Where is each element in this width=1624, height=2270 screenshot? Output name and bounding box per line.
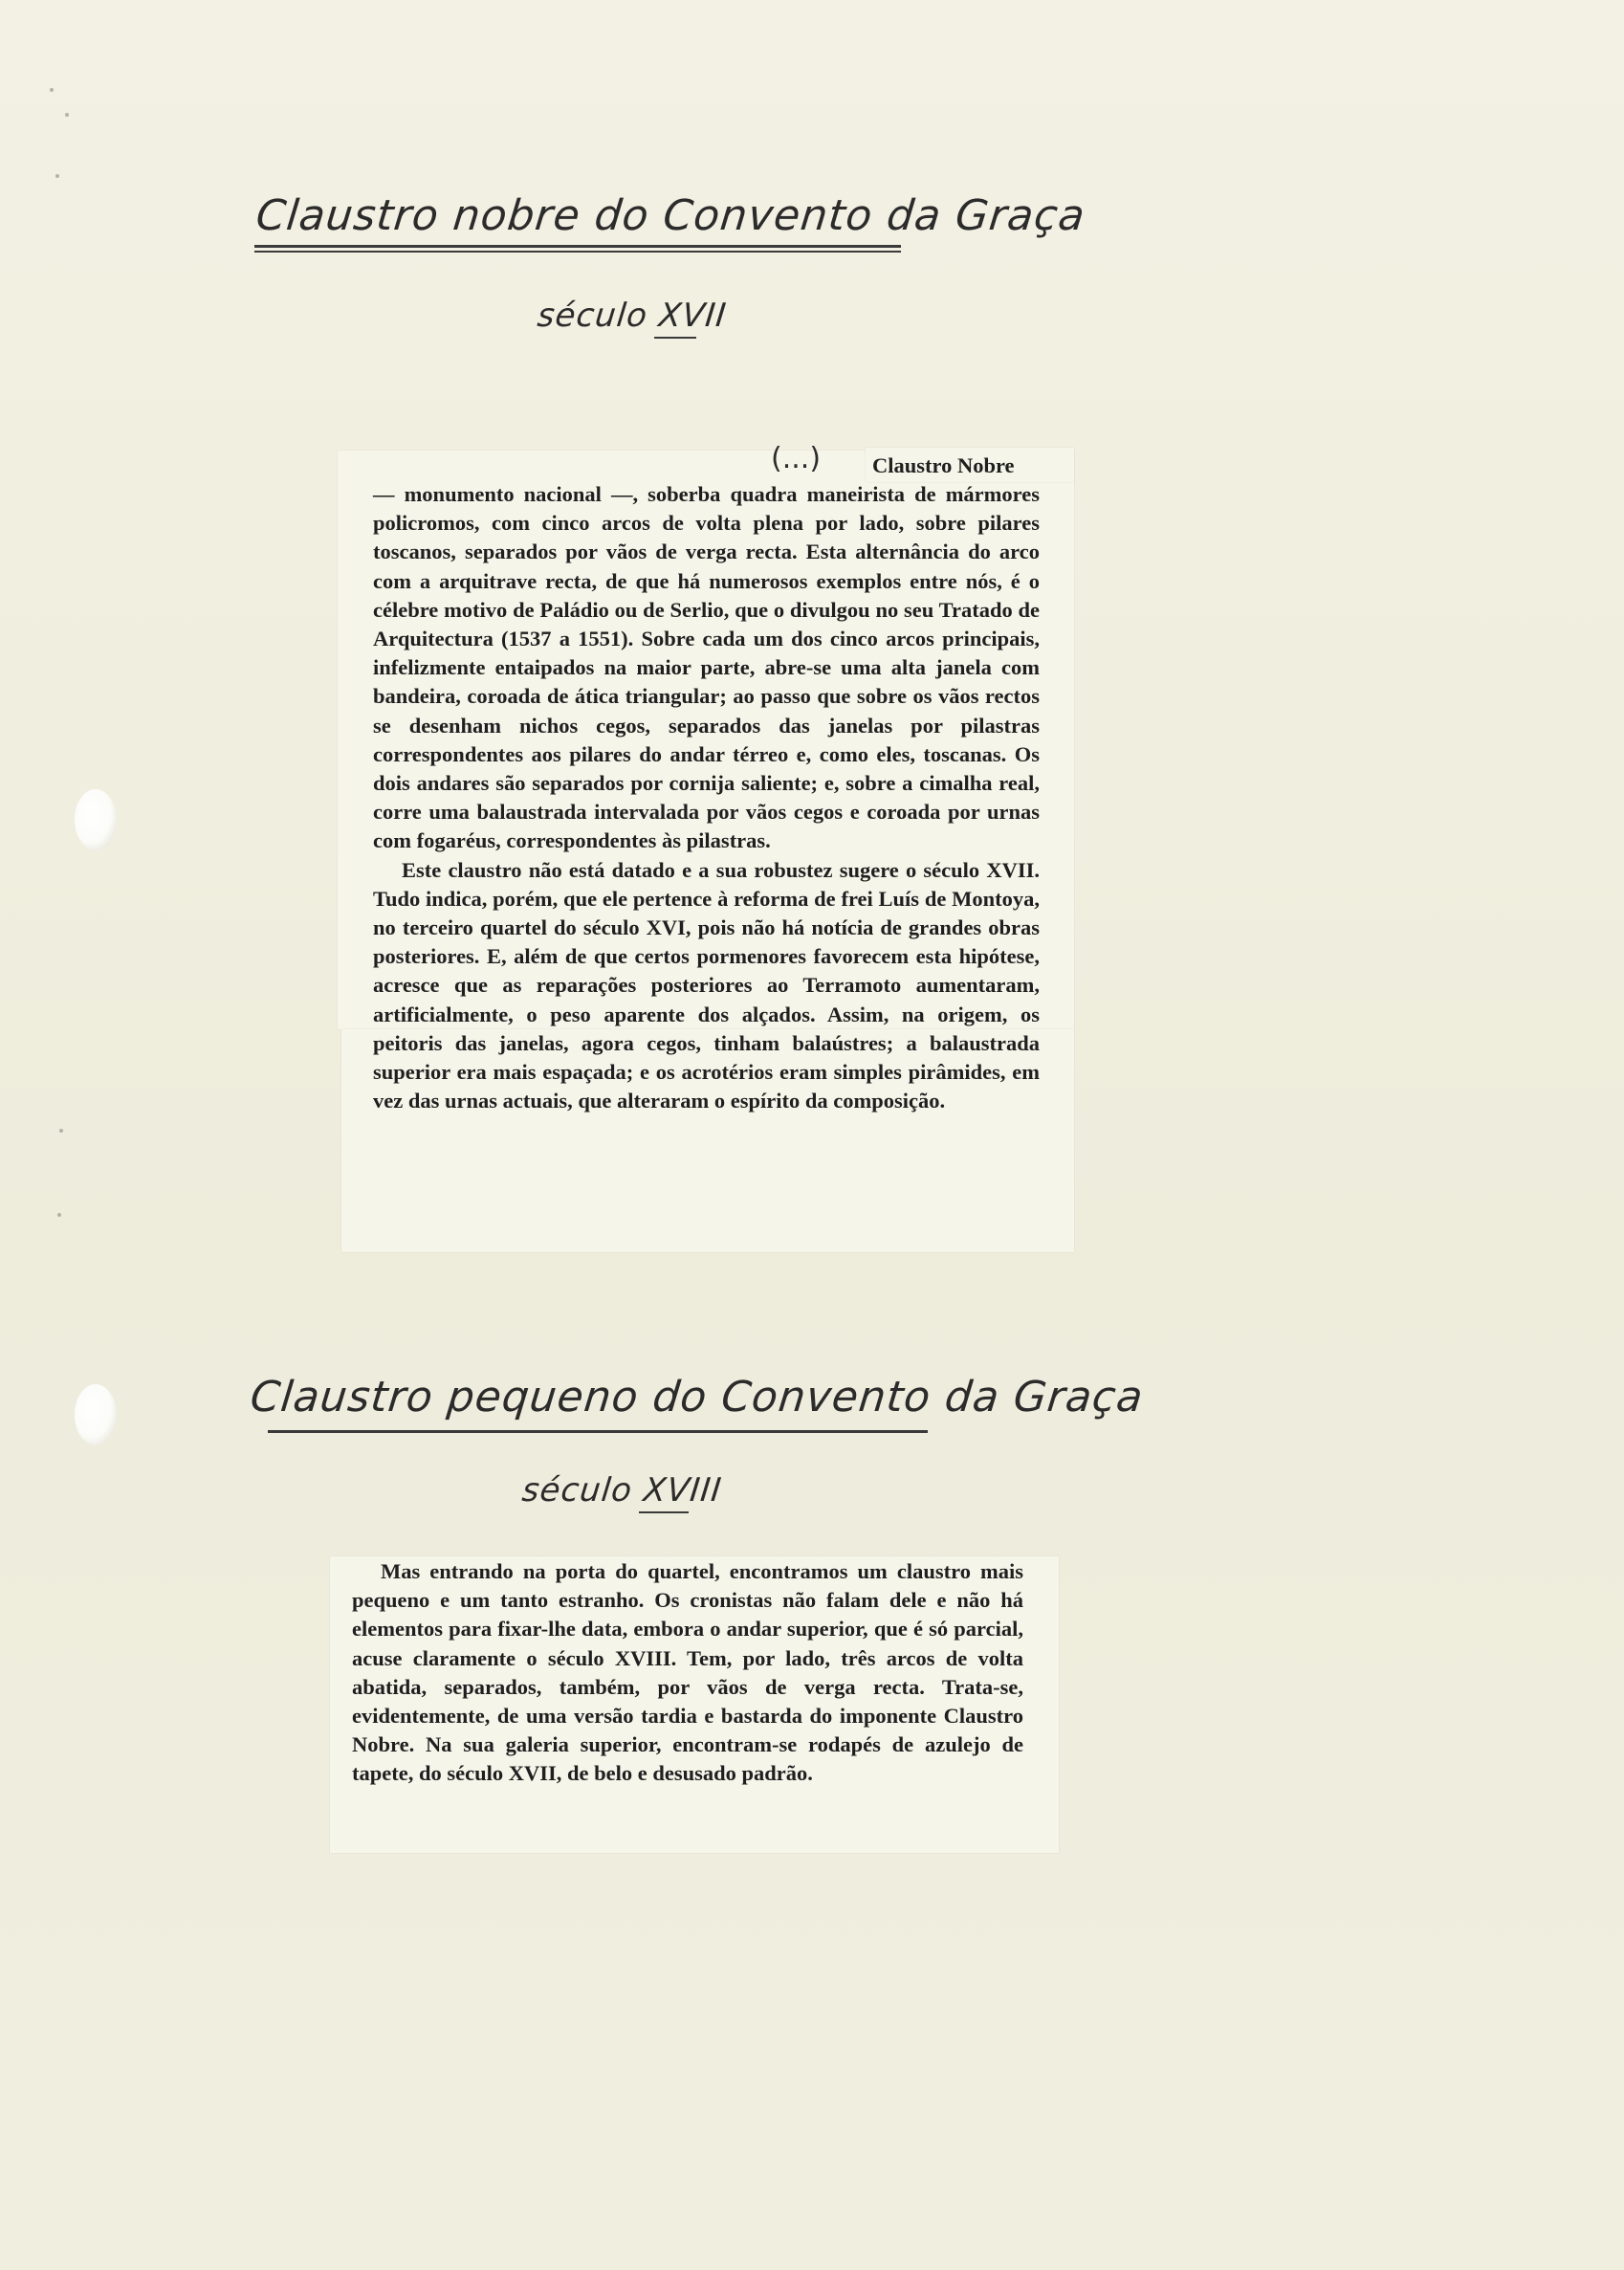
section2-heading-underline (268, 1430, 928, 1433)
margin-speck (57, 1213, 61, 1217)
section2-century: século XVIII (519, 1471, 724, 1510)
section1-heading: Claustro nobre do Convento da Graça (253, 191, 1088, 240)
punch-hole-bottom (75, 1384, 117, 1445)
margin-speck (55, 174, 59, 178)
margin-speck (50, 88, 54, 92)
punch-hole-top (75, 789, 117, 850)
section1-body (373, 480, 1040, 1115)
section1-century-underline (654, 337, 696, 339)
section1-paragraph-1: — monumento nacional —, soberba quadra maneirista de mármores policromos, com cinco arcos de volta plena por lado, sobre pilares toscanos, separados por vãos de verga recta. Esta alternância do arco com a arquitrave recta, de que há numerosos exemplos entre nós, é o célebre motivo de Paládio ou de Serlio, que o divulgou no seu Tratado de Arquitectura (1537 a 1551). Sobre cada um dos cinco arcos principais, infelizmente entaipados na maior parte, abre-se uma alta janela com bandeira, coroada de ática triangular; ao passo que sobre os vãos rectos se desenham nichos cegos, separados das janelas por pilastras correspondentes aos pilares do andar térreo e, como eles, toscanas. Os dois andares são separados por cornija saliente; e, sobre a cimalha real, corre uma balaustrada intervalada por vãos cegos e coroada por urnas com fogaréus, correspondentes às pilastras. (373, 482, 1040, 853)
section1-heading-underline-2 (254, 251, 901, 253)
section2-paragraph: Mas entrando na porta do quartel, encontramos um claustro mais pequeno e um tanto estranho. Os cronistas não falam dele e não há elementos para fixar-lhe data, embora o andar superior, que é só parcial, acuse claramente o século XVIII. Tem, por lado, três arcos de volta abatida, separados, também, por vãos de verga recta. Trata-se, evidentemente, de uma versão tardia e bastarda do imponente Claustro Nobre. Na sua galeria superior, encontram-se rodapés de azulejo de tapete, do século XVII, de belo e desusado padrão. (352, 1559, 1023, 1786)
section2-body (352, 1557, 1023, 1789)
section1-century: século XVII (535, 297, 729, 335)
section2-century-underline (639, 1511, 689, 1513)
margin-speck (65, 113, 69, 117)
section1-paragraph-2: Este claustro não está datado e a sua robustez sugere o século XVII. Tudo indica, porém, que ele pertence à reforma de frei Luís de Montoya, no terceiro quartel do século XVI, pois não há notícia de grandes obras posteriores. E, além de que certos pormenores favorecem esta hipótese, acresce que as reparações posteriores ao Terramoto aumentaram, artificialmente, o peso aparente dos alçados. Assim, na origem, os peitoris das janelas, agora cegos, tinham balaústres; a balaustrada superior era mais espaçada; e os acrotérios eram simples pirâmides, em vez das urnas actuais, que alteraram o espírito da composição. (373, 857, 1040, 1113)
section1-heading-underline (254, 245, 901, 248)
section1-ellipsis: (...) (771, 442, 822, 475)
section2-heading: Claustro pequeno do Convento da Graça (248, 1373, 1147, 1422)
margin-speck (59, 1129, 63, 1133)
section1-first-line: Claustro Nobre (872, 453, 1015, 477)
